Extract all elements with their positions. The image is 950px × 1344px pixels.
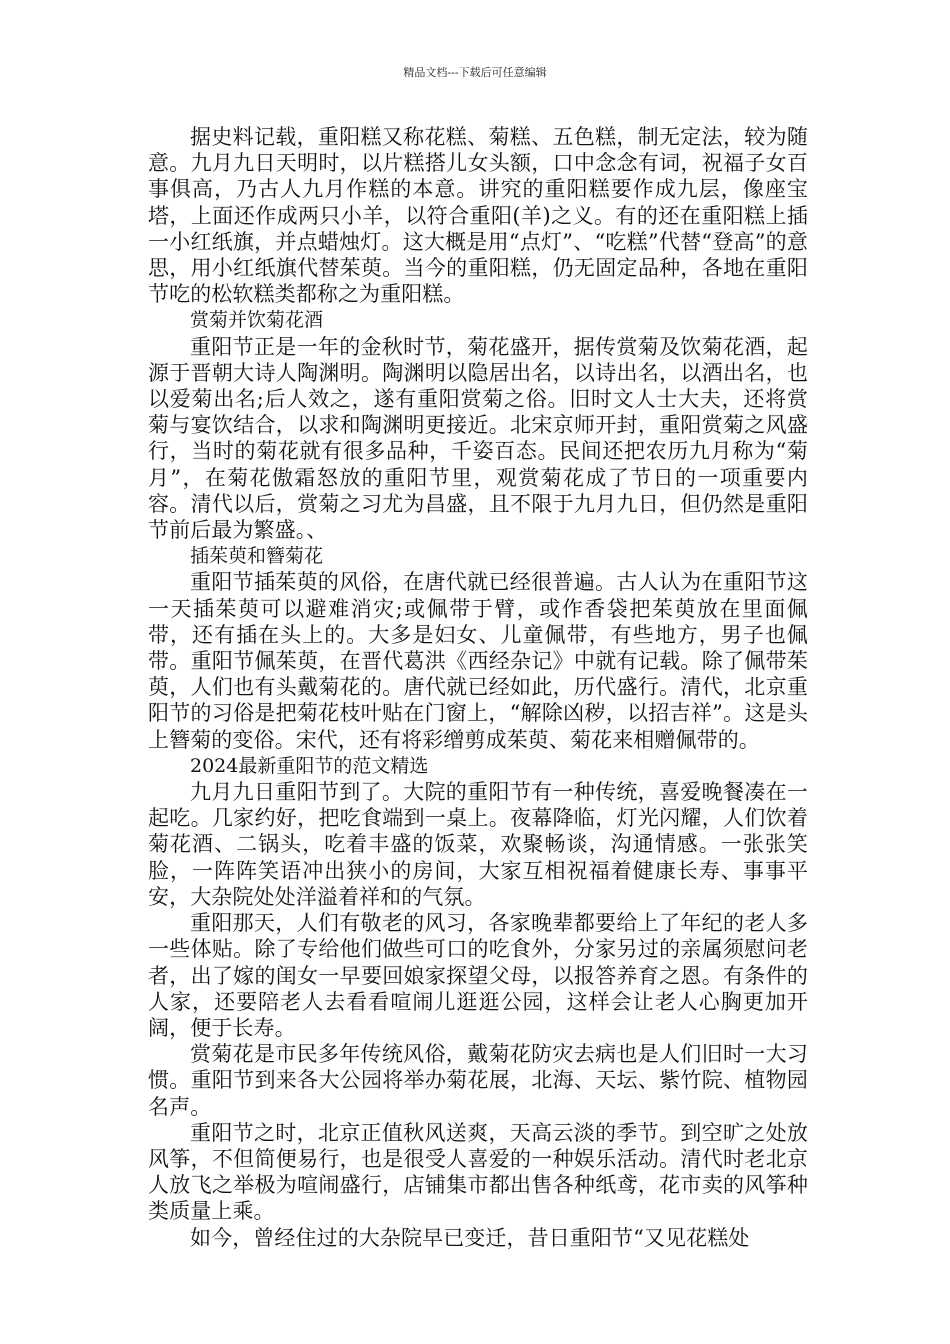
paragraph-nowadays: 如今，曾经住过的大杂院早已变迁，昔日重阳节“又见花糕处 — [190, 1225, 750, 1250]
document-body — [148, 124, 808, 1251]
paragraph-dogwood-custom: 重阳节插茱萸的风俗，在唐代就已经很普遍。古人认为在重阳节这一天插茱萸可以避难消灾;或佩带于臂，或作香袋把茱萸放在里面佩带，还有插在头上的。大多是妇女、儿童佩带，有些地方，男子也佩带。重阳节佩茱萸，在晋代葛洪《西经杂记》中就有记载。除了佩带茱萸，人们也有头戴菊花的。唐代就已经如此，历代盛行。清代，北京重阳节的习俗是把菊花枝叶贴在门窗上，“解除凶秽，以招吉祥”。这是头上簪菊的变俗。宋代，还有将彩缯剪成茱萸、菊花来相赠佩带的。 — [148, 570, 808, 752]
page-header: 精品文档---下载后可任意编辑 — [403, 66, 547, 79]
paragraph-chrysanthemum-viewing: 重阳节正是一年的金秋时节，菊花盛开，据传赏菊及饮菊花酒，起源于晋朝大诗人陶渊明。陶渊明以隐居出名，以诗出名，以酒出名，也以爱菊出名;后人效之，遂有重阳赏菊之俗。旧时文人士大夫，还将赏菊与宴饮结合，以求和陶渊明更接近。北宋京师开封，重阳赏菊之风盛行，当时的菊花就有很多品种，千姿百态。民间还把农历九月称为“菊月”，在菊花傲霜怒放的重阳节里，观赏菊花成了节日的一项重要内容。清代以后，赏菊之习尤为昌盛，且不限于九月九日，但仍然是重阳节前后最为繁盛。、 — [148, 334, 808, 543]
paragraph-respect-elders: 重阳那天，人们有敬老的风习，各家晚辈都要给上了年纪的老人多一些体贴。除了专给他们做些可口的吃食外，分家另过的亲属须慰问老者，出了嫁的闺女一早要回娘家探望父母，以报答养育之恩。有条件的人家，还要陪老人去看看喧闹儿逛逛公园，这样会让老人心胸更加开阔，便于长寿。 — [148, 911, 808, 1040]
section-heading-chrysanthemum-wine: 赏菊并饮菊花酒 — [190, 309, 324, 332]
paragraph-flower-show: 赏菊花是市民多年传统风俗，戴菊花防灾去病也是人们旧时一大习惯。重阳节到来各大公园将举办菊花展，北海、天坛、紫竹院、植物园名声。 — [148, 1042, 808, 1119]
paragraph-courtyard-dinner: 九月九日重阳节到了。大院的重阳节有一种传统，喜爱晚餐凑在一起吃。几家约好，把吃食端到一桌上。夜幕降临，灯光闪耀，人们饮着菊花酒、二锅头，吃着丰盛的饭菜，欢聚畅谈，沟通情感。一张张笑脸，一阵阵笑语冲出狭小的房间，大家互相祝福着健康长寿、事事平安，大杂院处处洋溢着祥和的气氛。 — [148, 780, 808, 909]
paragraph-chongyang-cake: 据史料记载，重阳糕又称花糕、菊糕、五色糕，制无定法，较为随意。九月九日天明时，以片糕搭儿女头额，口中念念有词，祝福子女百事俱高，乃古人九月作糕的本意。讲究的重阳糕要作成九层，像座宝塔，上面还作成两只小羊，以符合重阳(羊)之义。有的还在重阳糕上插一小红纸旗，并点蜡烛灯。这大概是用“点灯”、“吃糕”代替“登高”的意思，用小红纸旗代替茱萸。当今的重阳糕，仍无固定品种，各地在重阳节吃的松软糕类都称之为重阳糕。 — [148, 125, 808, 307]
section-heading-dogwood: 插茱萸和簪菊花 — [190, 545, 324, 568]
section-heading-sample-essay: 2024最新重阳节的范文精选 — [190, 754, 429, 777]
paragraph-kites: 重阳节之时，北京正值秋风送爽，天高云淡的季节。到空旷之处放风筝，不但简便易行，也是很受人喜爱的一种娱乐活动。清代时老北京人放飞之举极为喧闹盛行，店铺集市都出售各种纸鸢，花市卖的风筝种类质量上乘。 — [148, 1120, 808, 1224]
